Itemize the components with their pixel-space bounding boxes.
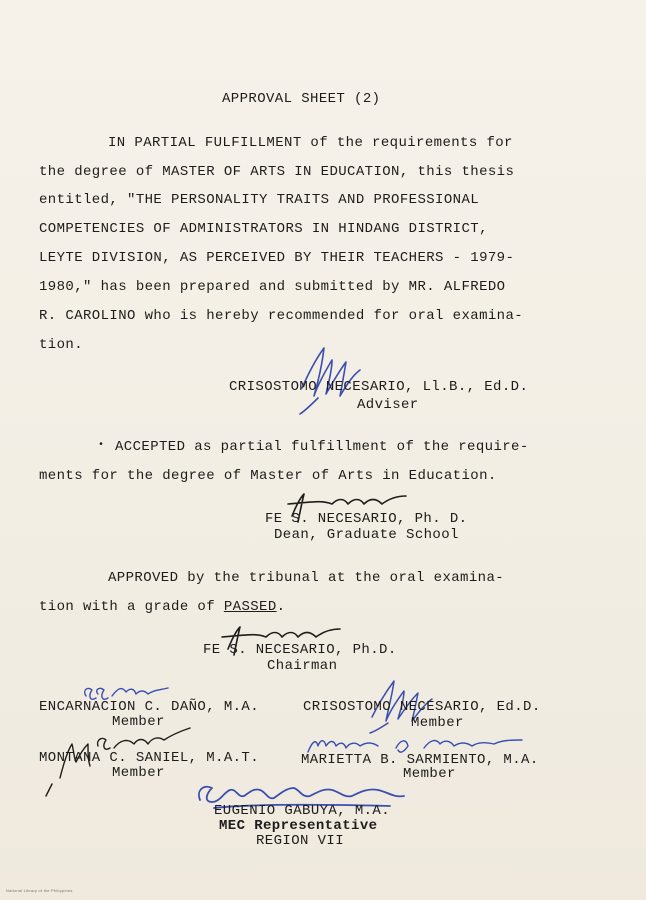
bullet-mark: • xyxy=(98,440,105,451)
member-1-role: Member xyxy=(112,714,165,730)
paragraph1-line-2: the degree of MASTER OF ARTS IN EDUCATION, this thesis xyxy=(39,164,515,180)
member-3-role: Member xyxy=(112,765,165,781)
adviser-name: CRISOSTOMO NECESARIO, Ll.B., Ed.D. xyxy=(229,379,529,395)
member-2-name: CRISOSTOMO NECESARIO, Ed.D. xyxy=(303,699,541,715)
paragraph1-line-3: entitled, "THE PERSONALITY TRAITS AND PROFESSIONAL xyxy=(39,192,480,208)
member-3-name: MONTANA C. SANIEL, M.A.T. xyxy=(39,750,260,766)
chairman-name: FE S. NECESARIO, Ph.D. xyxy=(203,642,397,658)
paragraph2-line-2: ments for the degree of Master of Arts in Education. xyxy=(39,468,497,484)
member-4-name: MARIETTA B. SARMIENTO, M.A. xyxy=(301,752,539,768)
adviser-role: Adviser xyxy=(357,397,419,413)
mec-rep-role: MEC Representative xyxy=(219,818,378,834)
dean-name: FE S. NECESARIO, Ph. D. xyxy=(265,511,468,527)
member-4-role: Member xyxy=(403,766,456,782)
paragraph1-line-7: R. CAROLINO who is hereby recommended for oral examina- xyxy=(39,308,524,324)
mec-rep-region: REGION VII xyxy=(256,833,345,849)
paragraph1-line-6: 1980," has been prepared and submitted by MR. ALFREDO xyxy=(39,279,506,295)
paragraph3-line-2 xyxy=(39,598,285,616)
paragraph1-line-4: COMPETENCIES OF ADMINISTRATORS IN HINDANG DISTRICT, xyxy=(39,221,488,237)
grade-suffix: . xyxy=(276,599,286,615)
paragraph1-line-5: LEYTE DIVISION, AS PERCEIVED BY THEIR TEACHERS - 1979- xyxy=(39,250,515,266)
paragraph1-line-1: IN PARTIAL FULFILLMENT of the requirements for xyxy=(108,135,513,151)
paragraph2-line-1: ACCEPTED as partial fulfillment of the require- xyxy=(115,439,529,455)
page-title: APPROVAL SHEET (2) xyxy=(222,91,381,107)
paragraph3-line-1: APPROVED by the tribunal at the oral examina- xyxy=(108,570,505,586)
member-1-name: ENCARNACION C. DAÑO, M.A. xyxy=(39,699,260,715)
library-footer: National Library of the Philippines xyxy=(6,888,73,893)
chairman-role: Chairman xyxy=(267,658,338,674)
grade-value: PASSED xyxy=(223,599,277,615)
paragraph1-line-8: tion. xyxy=(39,337,84,353)
member-2-role: Member xyxy=(411,715,464,731)
paragraph3-line-2-text: tion with a grade of xyxy=(39,599,216,615)
mec-rep-name: EUGENIO GABUYA, M.A. xyxy=(214,803,391,819)
dean-role: Dean, Graduate School xyxy=(274,527,459,543)
